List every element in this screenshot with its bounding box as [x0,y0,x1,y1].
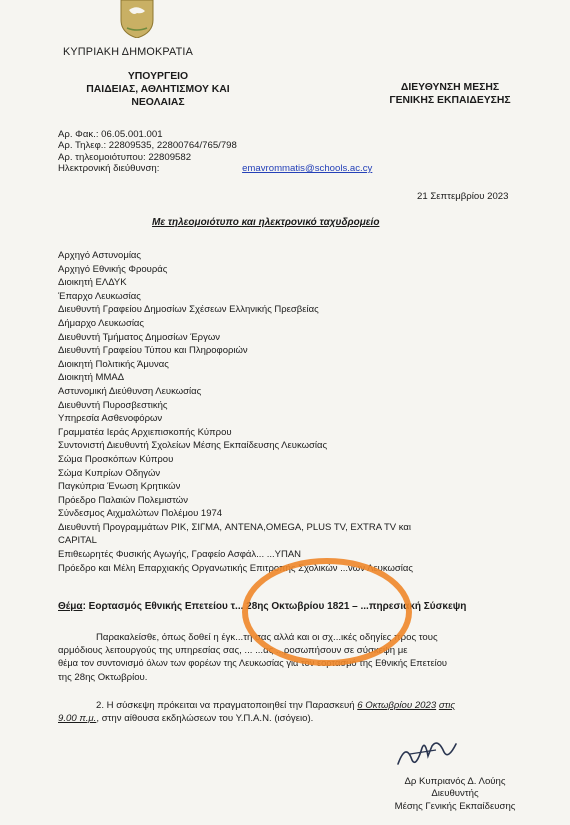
ministry-line-2: ΠΑΙΔΕΙΑΣ, ΑΘΛΗΤΙΣΜΟΥ ΚΑΙ [86,84,230,95]
paragraph-1-line: της 28ης Οκτωβρίου. [58,671,148,683]
directorate-line-2: ΓΕΝΙΚΗΣ ΕΚΠΑΙΔΕΥΣΗΣ [389,95,511,106]
recipient-list [58,249,413,575]
recipient-item: Αστυνομική Διεύθυνση Λευκωσίας [58,385,202,397]
signature-block [370,776,540,813]
country-name: ΚΥΠΡΙΑΚΗ ΔΗΜΟΚΡΑΤΙΑ [63,46,194,58]
paragraph-1-line: Παρακαλείσθε, όπως δοθεί η έγκ...τη σας αλλά και οι σχ...ικές οδηγίες προς τους [96,632,438,643]
recipient-item: Πρόεδρο και Μέλη Επαρχιακής Οργανωτικής Επιτροπής Σχολικών ...νων Λευκωσίας [58,562,413,574]
paragraph-1-line: αρμόδιους λειτουργούς της υπηρεσίας σας, ... ...ας ...ροσωπήσουν σε σύσκεψη με [58,645,408,657]
ministry-heading [86,70,230,109]
phone-numbers: Αρ. Τηλεφ.: 22809535, 22800764/765/798 [58,140,237,152]
recipient-item: Δήμαρχο Λευκωσίας [58,317,145,329]
email-label: Ηλεκτρονική διεύθυνση: [58,163,160,175]
recipient-item: Σώμα Κυπρίων Οδηγών [58,467,161,479]
meeting-date: 6 Οκτωβρίου 2023 [357,700,437,711]
handwritten-signature [392,734,462,774]
recipient-item: Αρχηγό Αστυνομίας [58,250,141,261]
cyprus-emblem-icon [115,0,159,38]
recipient-item: Διοικητή ΕΛΔΥΚ [58,277,127,289]
recipient-item: Διευθυντή Προγραμμάτων ΡΙΚ, ΣΙΓΜΑ, ANTENA,OMEGA, PLUS TV, EXTRA TV και [58,521,411,533]
recipient-item: Έπαρχο Λευκωσίας [58,290,141,302]
recipient-item: Διευθυντή Τμήματος Δημοσίων Έργων [58,331,220,343]
recipient-item: Διευθυντή Πυροσβεστικής [58,399,168,411]
email-line [58,163,372,174]
recipient-item: Σώμα Προσκόπων Κύπρου [58,453,174,465]
recipient-item: Διευθυντή Γραφείου Δημοσίων Σχέσεων Ελληνικής Πρεσβείας [58,304,319,316]
recipient-item: Διευθυντή Γραφείου Τύπου και Πληροφοριών [58,345,248,357]
signatory-title: Διευθυντής [431,788,479,800]
file-number: Αρ. Φακ.: 06.05.001.001 [58,129,163,140]
directorate-heading [380,81,520,107]
recipient-item: Αρχηγό Εθνικής Φρουράς [58,263,168,275]
paragraph-2-line [58,712,548,725]
delivery-note: Με τηλεομοιότυπο και ηλεκτρονικό ταχυδρομείο [152,217,380,228]
recipient-item: Πρόεδρο Παλαιών Πολεμιστών [58,494,188,506]
recipient-item: Διοικητή Πολιτικής Άμυνας [58,358,169,370]
reference-block [58,129,372,175]
meeting-venue: , στην αίθουσα εκδηλώσεων του Υ.Π.Α.Ν. (ισόγειο). [96,713,314,725]
document-date: 21 Σεπτεμβρίου 2023 [417,191,509,202]
recipient-item: Παγκύπρια Ένωση Κρητικών [58,481,181,493]
subject-text: : Εορτασμός Εθνικής Επετείου τ... 28ης Οκτωβρίου 1821 – ...πηρεσιακή Σύσκεψη [82,601,467,612]
subject-label: Θέμα [58,601,83,612]
recipient-item: Διοικητή ΜΜΑΔ [58,372,125,384]
meeting-mid: στις [438,700,456,711]
email-link[interactable]: emavrommatis@schools.ac.cy [242,163,373,175]
meeting-prefix: 2. Η σύσκεψη πρόκειται να πραγματοποιηθεί την Παρασκευή [96,700,355,711]
meeting-time: 9.00 π.μ. [58,713,97,725]
ministry-line-3: ΝΕΟΛΑΙΑΣ [131,97,185,108]
paragraph-2-line [58,699,548,712]
recipient-item: CAPITAL [58,535,97,547]
recipient-item: Υπηρεσία Ασθενοφόρων [58,413,163,425]
recipient-item: Συντονιστή Διευθυντή Σχολείων Μέσης Εκπαίδευσης Λευκωσίας [58,440,328,452]
fax-number: Αρ. τηλεομοιότυπου: 22809582 [58,151,192,163]
directorate-line-1: ΔΙΕΥΘΥΝΣΗ ΜΕΣΗΣ [400,82,500,93]
paragraph-2 [58,699,548,725]
paragraph-1-line: θέμα τον συντονισμό όλων των φορέων της Λευκωσίας για τον εορτασμό της Εθνικής Επετείου [58,658,447,669]
signatory-department: Μέσης Γενικής Εκπαίδευσης [394,800,516,812]
signatory-name: Δρ Κυπριανός Δ. Λούης [404,776,506,787]
ministry-line-1: ΥΠΟΥΡΓΕΙΟ [127,71,189,82]
recipient-item: Επιθεωρητές Φυσικής Αγωγής, Γραφείο Ασφάλ... ...ΥΠΑΝ [58,549,302,561]
highlight-circle [242,558,412,666]
recipient-item: Σύνδεσμος Αιχμαλώτων Πολέμου 1974 [58,508,223,520]
recipient-item: Γραμματέα Ιεράς Αρχιεπισκοπής Κύπρου [58,426,232,438]
